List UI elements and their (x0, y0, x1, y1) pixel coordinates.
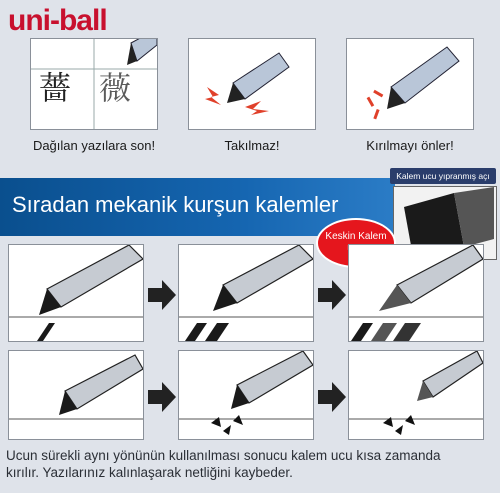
top-caption-2: Takılmaz! (224, 138, 280, 153)
pencil-icon (59, 355, 143, 415)
brand-logo: uni-ball (8, 4, 107, 37)
pencil-icon (127, 39, 157, 65)
footer-line-2: kırılır. Yazılarınız kalınlaşarak netliğini kaybeder. (6, 465, 293, 480)
arrow-right-icon (318, 280, 346, 310)
arrow-right-icon (318, 382, 346, 412)
glyph-2: 薇 (99, 69, 132, 107)
top-panel-1 (30, 38, 158, 130)
arrow-right-icon (148, 382, 176, 412)
banner-title: Sıradan mekanik kurşun kalemler (12, 192, 339, 217)
footer-line-1: Ucun sürekli aynı yönünün kullanılması sonucu kalem ucu kısa zamanda (6, 448, 441, 463)
sequence-panel-2 (178, 244, 314, 342)
break-spark-icon (211, 415, 243, 435)
pencil-icon (387, 47, 459, 109)
pencil-icon (417, 351, 483, 401)
calligraphy-illustration (31, 39, 157, 129)
sequence-panel-5 (178, 350, 314, 440)
sequence-panel-4 (8, 350, 144, 440)
footer-description (6, 447, 496, 481)
pencil-icon (231, 351, 313, 409)
pencil-icon (227, 53, 289, 103)
sequence-panel-1 (8, 244, 144, 342)
pencil-tip-illustration (189, 39, 315, 129)
pencil-break-illustration (347, 39, 473, 129)
pencil-icon (379, 245, 483, 311)
top-panel-3 (346, 38, 474, 130)
break-spark-icon (367, 90, 384, 120)
arrow-right-icon (148, 280, 176, 310)
pencil-icon (39, 245, 143, 315)
top-caption-1: Dağılan yazılara son! (32, 138, 156, 153)
sequence-panel-3 (348, 244, 484, 342)
sequence-panel-6 (348, 350, 484, 440)
break-spark-icon (383, 415, 415, 435)
bubble-line-1: Keskin Kalem (325, 231, 387, 242)
top-caption-3: Kırılmayı önler! (366, 138, 454, 153)
glyph-1: 薔 (39, 69, 72, 107)
top-panel-2 (188, 38, 316, 130)
zoom-label: Kalem ucu yıpranmış açı (390, 168, 496, 184)
pencil-icon (213, 245, 313, 311)
